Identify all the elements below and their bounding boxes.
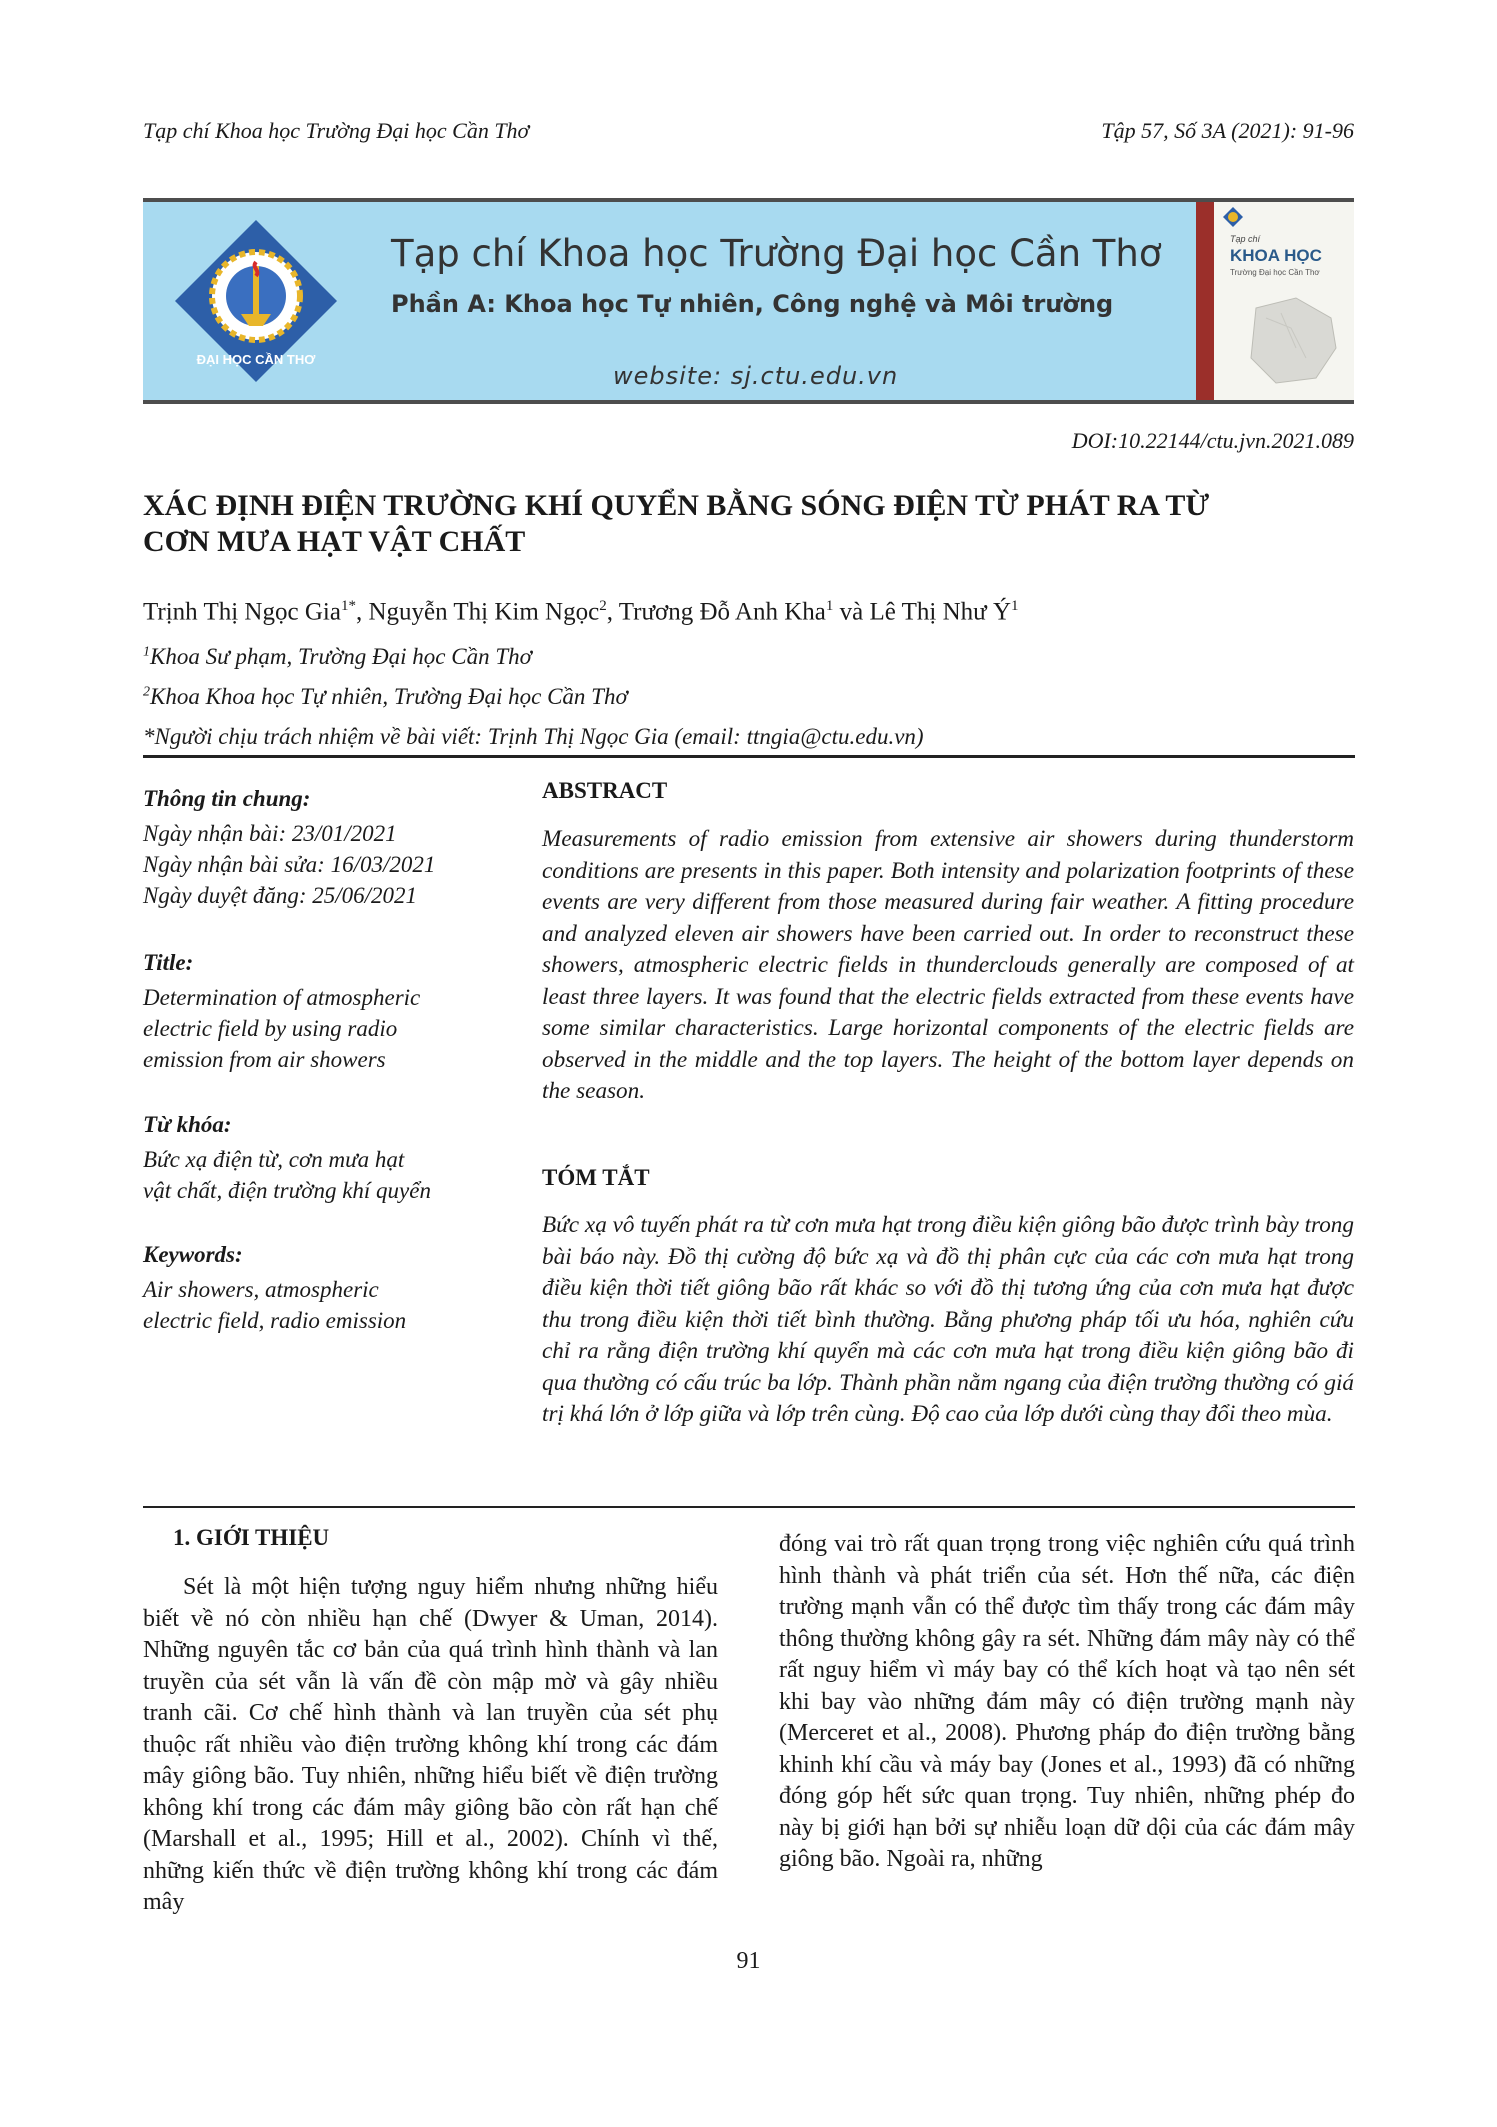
cover-university: Trường Đại học Cần Thơ [1230, 268, 1320, 277]
article-title [143, 488, 1358, 560]
author-3-sup: 1 [825, 598, 834, 614]
author-2-sup: 2 [599, 598, 607, 614]
english-title-line: electric field by using radio [143, 1016, 398, 1041]
author-4-sup: 1 [1011, 598, 1019, 614]
author-3: Trương Đỗ Anh Kha [618, 598, 826, 626]
abstract-body: Measurements of radio emission from extensive air showers during thunderstorm conditions are presents in this paper. Both intensity and polarization footprints of these events are very different from those measured during fair weather. A fitting procedure and analyzed eleven air showers have been carried out. In order to reconstruct these showers, atmospheric electric fields in thunderclouds generally are composed of at least three layers. It was found that the electric fields extracted from these events have some similar characteristics. Large horizontal components of the electric fields are observed in the middle and the top layers. The height of the bottom layer depends on the season. [542, 826, 1354, 1104]
journal-cover-thumbnail [1196, 202, 1354, 400]
banner-title: Tạp chí Khoa học Trường Đại học Cần Thơ [391, 232, 1162, 275]
author-4: Lê Thị Như Ý [869, 598, 1012, 626]
date-accepted: Ngày duyệt đăng: 25/06/2021 [143, 883, 418, 908]
tomtat-body: Bức xạ vô tuyến phát ra từ cơn mưa hạt trong điều kiện giông bão được trình bày trong bài báo này. Đồ thị cường độ bức xạ và đồ thị phân cực của các cơn mưa hạt trong điều kiện thời tiết giông bão rất khác so với đồ thị tương ứng của cơn mưa hạt được thu trong điều kiện thời tiết bình thường. Bằng phương pháp tối ưu hóa, nghiên cứu chỉ ra rằng điện trường khí quyển mà các cơn mưa hạt trong điều kiện giông bão đi qua thường có cấu trúc ba lớp. Thành phần nằm ngang của điện trường thường có giá trị khá lớn ở lớp giữa và lớp trên cùng. Độ cao của lớp dưới cùng thay đổi theo mùa. [542, 1212, 1354, 1427]
title-line-2: CƠN MƯA HẠT VẬT CHẤT [143, 525, 526, 558]
title-heading: Title: [143, 950, 194, 975]
tukhoa-line: Bức xạ điện từ, cơn mưa hạt [143, 1147, 405, 1172]
banner-subtitle: Phần A: Khoa học Tự nhiên, Công nghệ và Môi trường [391, 290, 1114, 318]
author-2: Nguyễn Thị Kim Ngọc [368, 598, 600, 626]
running-header-volume: Tập 57, Số 3A (2021): 91-96 [1101, 118, 1354, 143]
title-line-1: XÁC ĐỊNH ĐIỆN TRƯỜNG KHÍ QUYỂN BẰNG SÓNG ĐIỆN TỪ PHÁT RA TỪ [143, 489, 1210, 522]
affiliation-2-text: Khoa Khoa học Tự nhiên, Trường Đại học Cần Thơ [150, 684, 628, 709]
journal-banner [143, 198, 1354, 404]
divider [143, 1506, 1355, 1508]
english-title-line: Determination of atmospheric [143, 985, 421, 1010]
cover-journal-name: KHOA HỌC [1230, 246, 1322, 265]
abstract-heading: ABSTRACT [542, 778, 668, 803]
author-sep: , [355, 598, 369, 626]
tukhoa-heading: Từ khóa: [143, 1112, 232, 1137]
body-column-left: Sét là một hiện tượng nguy hiểm nhưng những hiểu biết về nó còn nhiều hạn chế (Dwyer & Uman, 2014). Những nguyên tắc cơ bản của quá trình hình thành và lan truyền của sét vẫn là vấn đề còn mập mờ và gây nhiều tranh cãi. Cơ chế hình thành và lan truyền của sét phụ thuộc rất nhiều vào điện trường không khí trong các đám mây giông bão. Tuy nhiên, những hiểu biết về điện trường không khí trong các đám mây giông bão còn rất hạn chế (Marshall et al., 1995; Hill et al., 2002). Chính vì thế, những kiến thức về điện trường không khí trong các đám mây [143, 1574, 718, 1915]
article-dates [143, 818, 503, 911]
university-logo [171, 216, 341, 386]
doi[interactable]: DOI:10.22144/ctu.jvn.2021.089 [1071, 428, 1354, 453]
affiliation-1 [143, 644, 532, 670]
cover-logo-icon [1222, 206, 1244, 228]
tukhoa-line: vật chất, điện trường khí quyển [143, 1178, 431, 1203]
author-sep: và [833, 598, 870, 626]
english-keywords [143, 1274, 503, 1336]
author-list [143, 598, 1019, 626]
running-header-journal: Tạp chí Khoa học Trường Đại học Cần Thơ [143, 118, 530, 143]
logo-text: ĐẠI HỌC CẦN THƠ [196, 352, 316, 367]
page-number: 91 [736, 1948, 761, 1974]
info-heading: Thông tin chung: [143, 786, 311, 811]
section-heading: 1. GIỚI THIỆU [173, 1525, 330, 1550]
divider [143, 755, 1355, 758]
tomtat-heading: TÓM TẮT [542, 1165, 650, 1190]
affiliation-2-sup: 2 [143, 684, 150, 700]
author-1-sup: 1* [340, 598, 356, 614]
keywords-heading: Keywords: [143, 1242, 243, 1267]
english-title [143, 982, 503, 1075]
english-title-line: emission from air showers [143, 1047, 386, 1072]
cover-map-icon [1236, 288, 1346, 388]
banner-website[interactable]: website: sj.ctu.edu.vn [613, 362, 899, 390]
author-1: Trịnh Thị Ngọc Gia [143, 598, 341, 626]
vietnamese-keywords [143, 1144, 503, 1206]
keywords-line: electric field, radio emission [143, 1308, 407, 1333]
affiliation-1-text: Khoa Sư phạm, Trường Đại học Cần Thơ [150, 644, 532, 669]
cover-band [1196, 202, 1214, 400]
date-revised: Ngày nhận bài sửa: 16/03/2021 [143, 852, 436, 877]
affiliation-2 [143, 684, 628, 710]
corresponding-author: *Người chịu trách nhiệm về bài viết: Trịnh Thị Ngọc Gia (email: ttngia@ctu.edu.vn) [143, 724, 924, 749]
affiliation-1-sup: 1 [143, 644, 150, 660]
body-column-right: đóng vai trò rất quan trọng trong việc nghiên cứu quá trình hình thành và phát triển của sét. Hơn thế nữa, các điện trường mạnh vẫn có thể được tìm thấy trong các đám mây thông thường không gây ra sét. Những đám mây này có thể rất nguy hiểm vì máy bay có thể kích hoạt và tạo nên sét khi bay vào những đám mây có điện trường mạnh này (Merceret et al., 2008). Phương pháp đo điện trường bằng khinh khí cầu và máy bay (Jones et al., 1993) đã có những đóng góp hết sức quan trọng. Tuy nhiên, những phép đo này bị giới hạn bởi sự nhiễu loạn dữ dội của các đám mây giông bão. Ngoài ra, những [779, 1531, 1355, 1872]
date-received: Ngày nhận bài: 23/01/2021 [143, 821, 397, 846]
cover-label: Tạp chí [1230, 234, 1261, 244]
keywords-line: Air showers, atmospheric [143, 1277, 379, 1302]
author-sep: , [606, 598, 619, 626]
